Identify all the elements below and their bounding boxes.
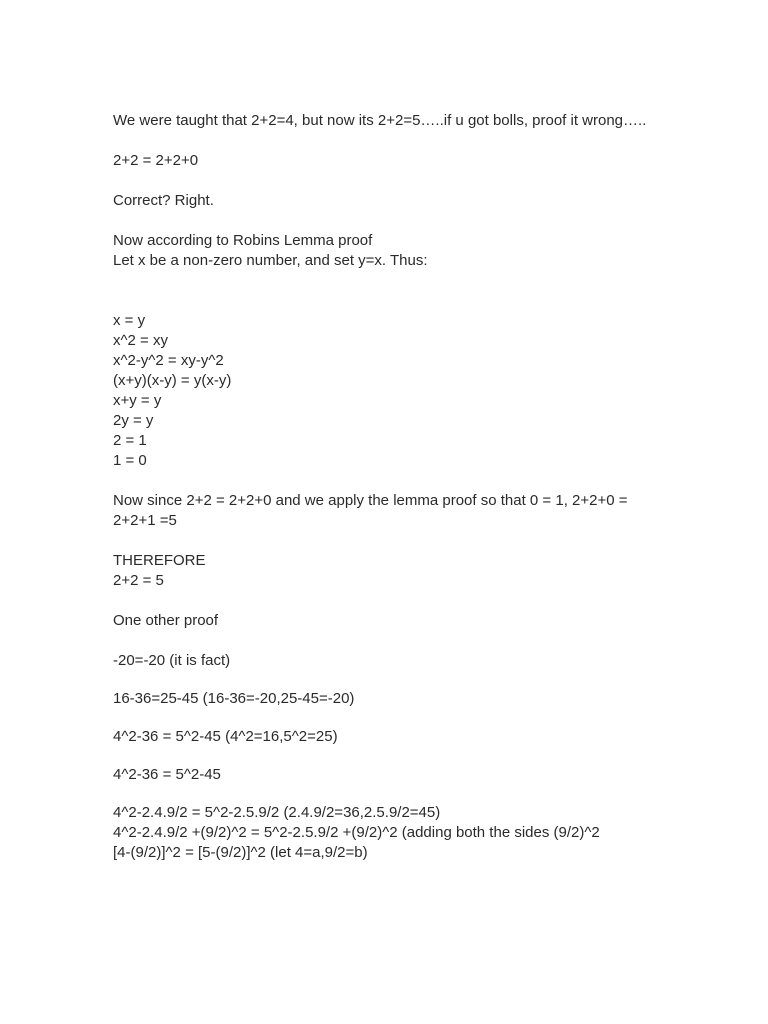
proof-step: (x+y)(x-y) = y(x-y) (113, 372, 232, 389)
equation-line: [4-(9/2)]^2 = [5-(9/2)]^2 (let 4=a,9/2=b) (113, 844, 368, 861)
proof-step: x = y (113, 312, 146, 329)
equation-line: 4^2-2.4.9/2 = 5^2-2.5.9/2 (2.4.9/2=36,2.5.9/2=45) (113, 804, 441, 821)
proof-step: 2y = y (113, 412, 154, 429)
correct-line: Correct? Right. (113, 192, 214, 209)
lemma-setup-line: Let x be a non-zero number, and set y=x. Thus: (113, 252, 428, 269)
result-line: 2+2 = 5 (113, 572, 164, 589)
equation-line: 16-36=25-45 (16-36=-20,25-45=-20) (113, 690, 355, 707)
equation-line: 4^2-36 = 5^2-45 (113, 766, 221, 783)
proof-step: x+y = y (113, 392, 162, 409)
other-proof-heading: One other proof (113, 612, 219, 629)
proof-step: 2 = 1 (113, 432, 147, 449)
proof-step: x^2-y^2 = xy-y^2 (113, 352, 224, 369)
proof-step: x^2 = xy (113, 332, 168, 349)
therefore-line: THEREFORE (113, 552, 206, 569)
identity-line: 2+2 = 2+2+0 (113, 152, 199, 169)
lemma-intro-line: Now according to Robins Lemma proof (113, 232, 373, 249)
intro-paragraph: We were taught that 2+2=4, but now its 2+2=5…..if u got bolls, proof it wrong….. (113, 112, 647, 129)
equation-line: 4^2-36 = 5^2-45 (4^2=16,5^2=25) (113, 728, 338, 745)
fact-line: -20=-20 (it is fact) (113, 652, 231, 669)
apply-paragraph: Now since 2+2 = 2+2+0 and we apply the lemma proof so that 0 = 1, 2+2+0 = 2+2+1 =5 (113, 492, 628, 529)
equation-line: 4^2-2.4.9/2 +(9/2)^2 = 5^2-2.5.9/2 +(9/2)^2 (adding both the sides (9/2)^2 (113, 824, 600, 841)
proof-step: 1 = 0 (113, 452, 147, 469)
document-body (113, 111, 653, 863)
